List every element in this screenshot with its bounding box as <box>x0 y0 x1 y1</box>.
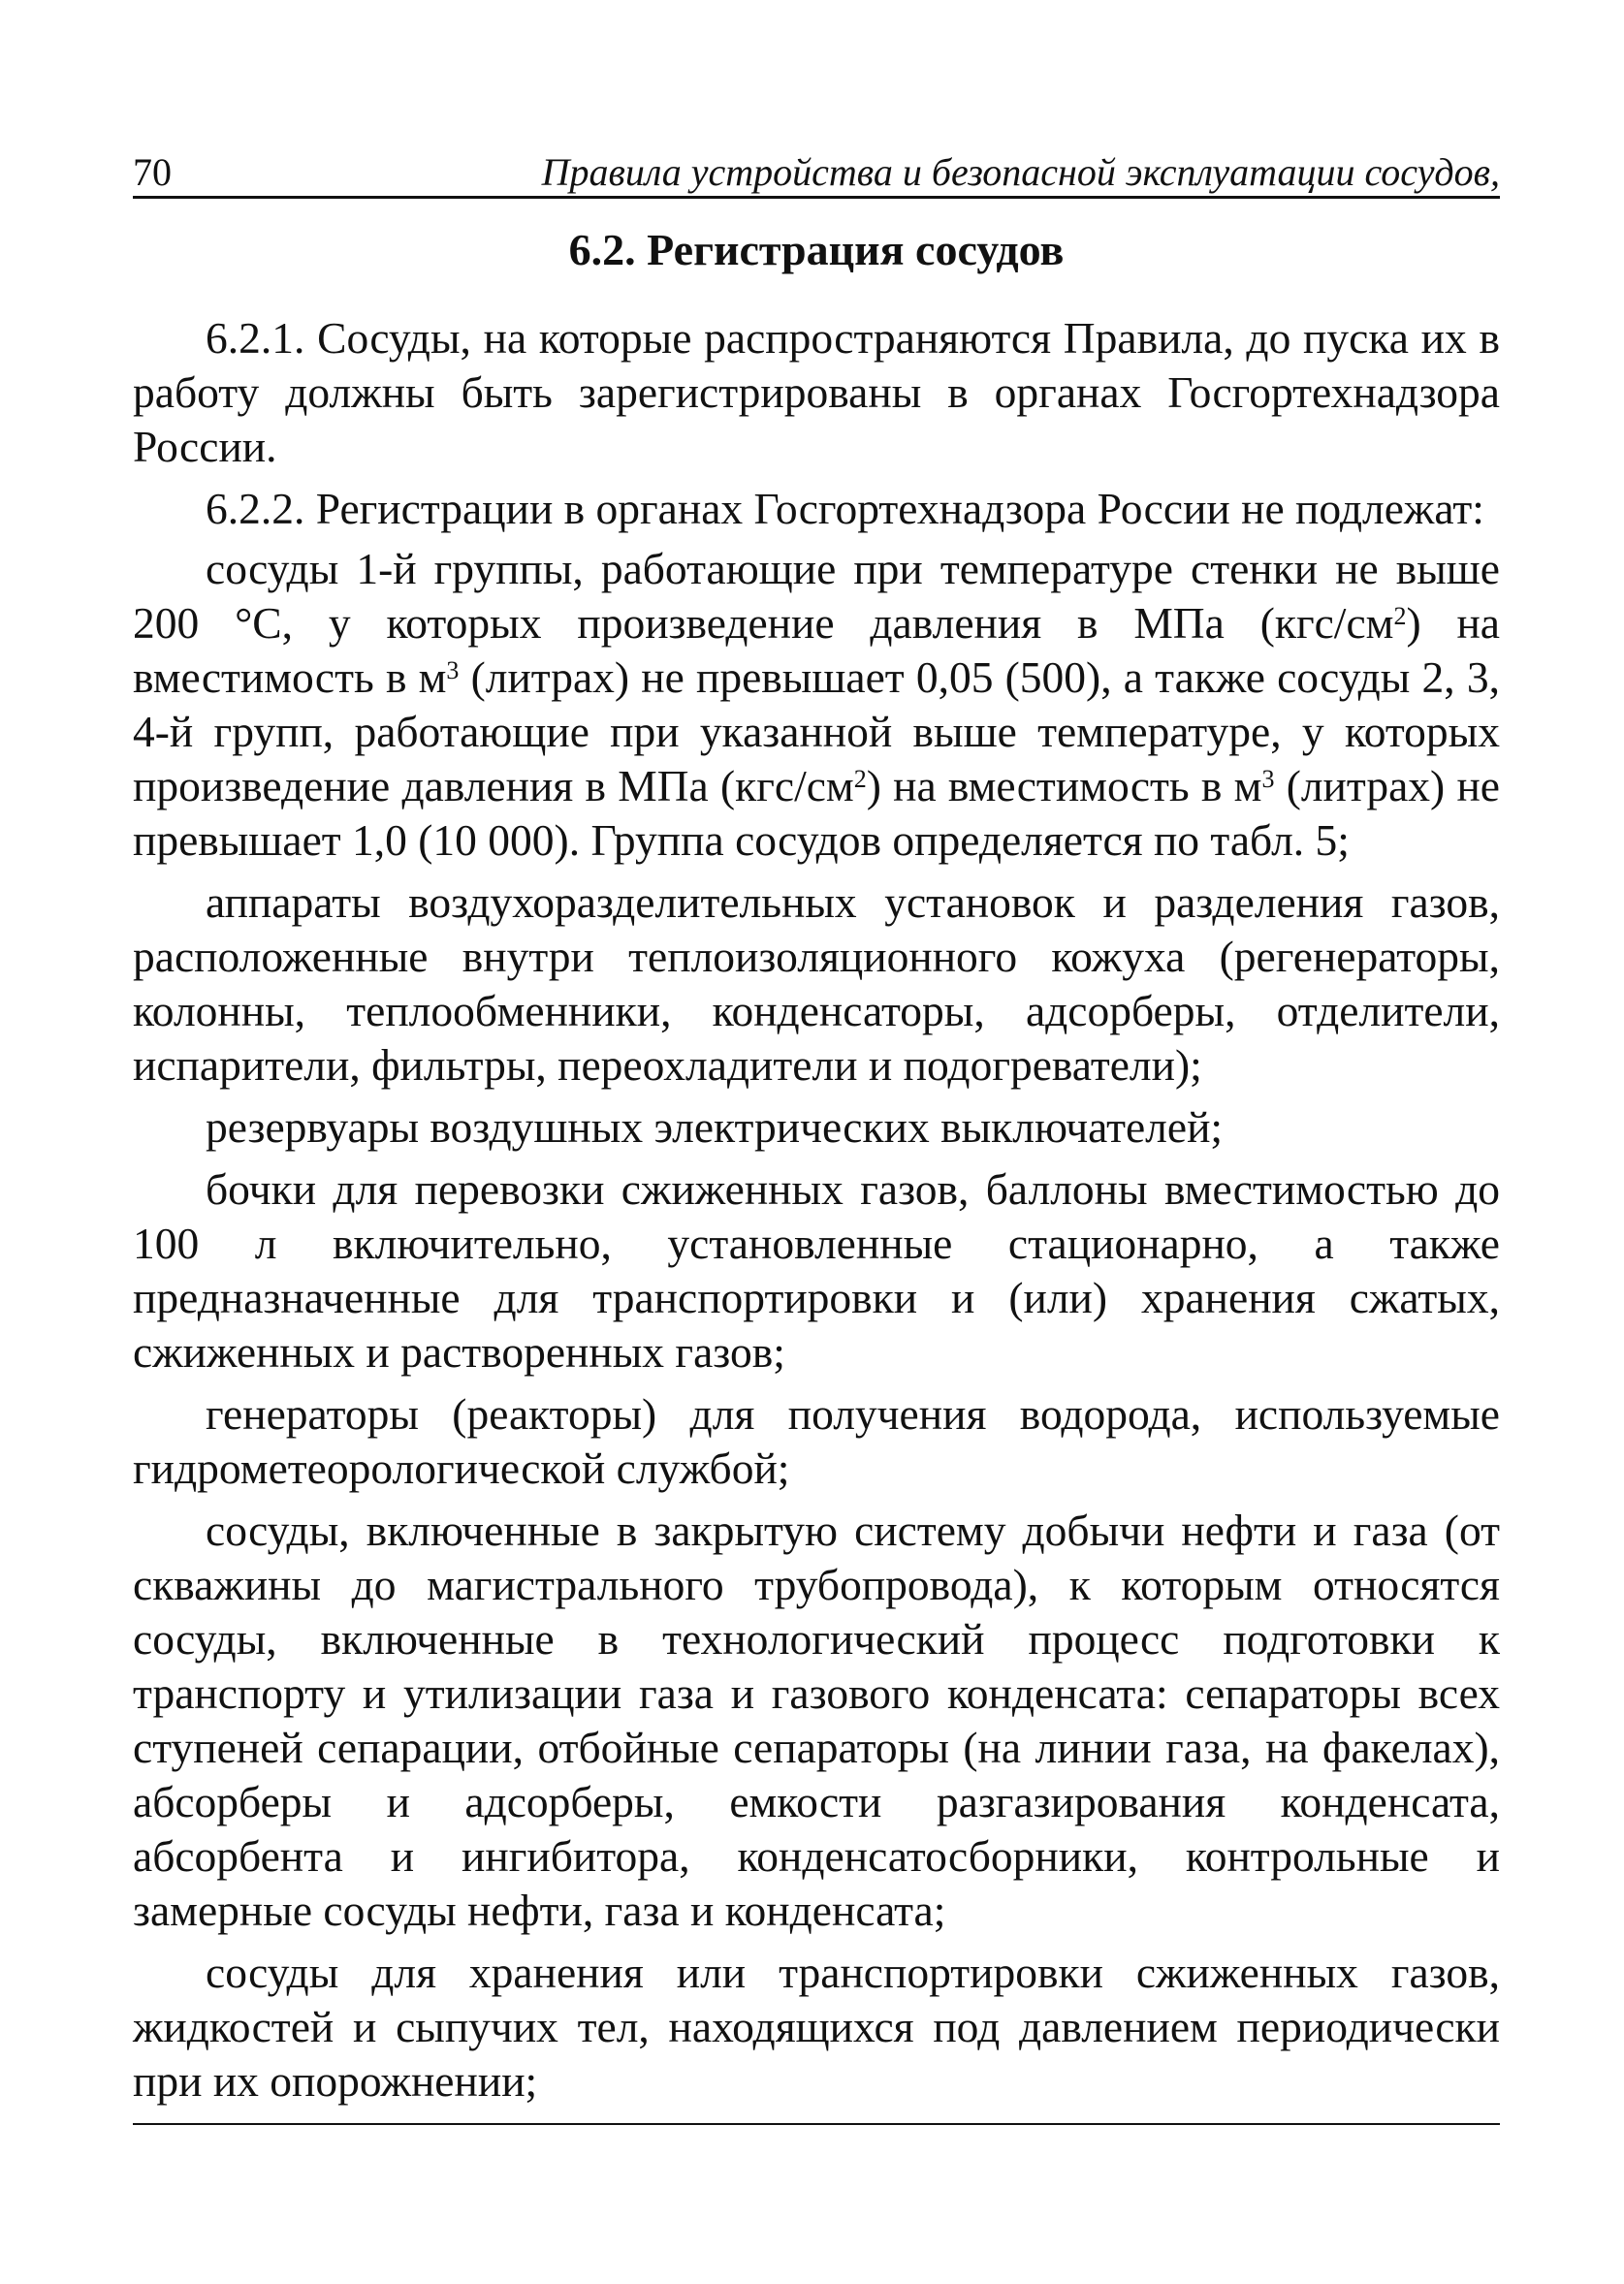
list-item-liquefied-gas-barrels: бочки для перевозки сжиженных газов, баллоны вместимостью до 100 л включительно, установленные стационарно, а также предназначенные для транспортировки и (или) хранения сжатых, сжиженных и растворенных газов; <box>133 1164 1500 1377</box>
text-run: ) на вместимость в м <box>133 598 1500 702</box>
page-number: 70 <box>133 150 172 194</box>
superscript: 3 <box>1261 765 1275 793</box>
text-run: сосуды 1-й группы, работающие при температуре стенки не выше 200 °С, у которых произведение давления в МПа (кгс/см <box>133 544 1500 648</box>
text-run: (литрах) не превышает 0,05 (500), а также сосуды 2, 3, 4-й групп, работающие при указанной выше температуре, у которых произведение давления в МПа (кгс/см <box>133 652 1500 810</box>
footer-divider <box>133 2123 1500 2125</box>
section-title: 6.2. Регистрация сосудов <box>568 225 1065 274</box>
running-header <box>133 145 1500 199</box>
list-item-circuit-breaker-reservoirs: резервуары воздушных электрических выключателей; <box>206 1102 1224 1152</box>
list-item-hydrogen-generators: генераторы (реакторы) для получения водорода, используемые гидрометеорологической службой; <box>133 1389 1500 1493</box>
list-item-group-1-vessels <box>133 542 1500 868</box>
text-run: ) на вместимость в м <box>866 761 1262 810</box>
list-item-storage-transport-vessels: сосуды для хранения или транспортировки сжиженных газов, жидкостей и сыпучих тел, находящихся под давлением периодически при их опорожнении; <box>133 1948 1500 2106</box>
text-run: (литрах) не превышает 1,0 (10 000). Группа сосудов определяется по табл. 5; <box>133 761 1500 865</box>
superscript: 2 <box>1393 602 1407 630</box>
list-item-oil-gas-system-vessels: сосуды, включенные в закрытую систему добычи нефти и газа (от скважины до магистрального трубопровода), к которым относятся сосуды, включенные в технологический процесс подготовки к транспорту и утилизации газа и газового конденсата: сепараторы всех ступеней сепарации, отбойные сепараторы (на линии газа, на факелах), абсорберы и адсорберы, емкости разгазирования конденсата, абсорбента и ингибитора, конденсатосборники, контрольные и замерные сосуды нефти, газа и конденсата; <box>133 1506 1500 1935</box>
superscript: 2 <box>853 765 867 793</box>
list-item-air-separation-apparatus: аппараты воздухоразделительных установок и разделения газов, расположенные внутри теплоизоляционного кожуха (регенераторы, колонны, теплообменники, конденсаторы, адсорберы, отделители, испарители, фильтры, переохладители и подогреватели); <box>133 877 1500 1090</box>
running-title: Правила устройства и безопасной эксплуатации сосудов, <box>541 150 1500 194</box>
document-page <box>133 145 1500 2116</box>
paragraph-6-2-2: 6.2.2. Регистрации в органах Госгортехнадзора России не подлежат: <box>206 484 1484 533</box>
paragraph-6-2-1: 6.2.1. Сосуды, на которые распространяются Правила, до пуска их в работу должны быть зарегистрированы в органах Госгортехнадзора России. <box>133 313 1500 471</box>
superscript: 3 <box>446 656 460 684</box>
